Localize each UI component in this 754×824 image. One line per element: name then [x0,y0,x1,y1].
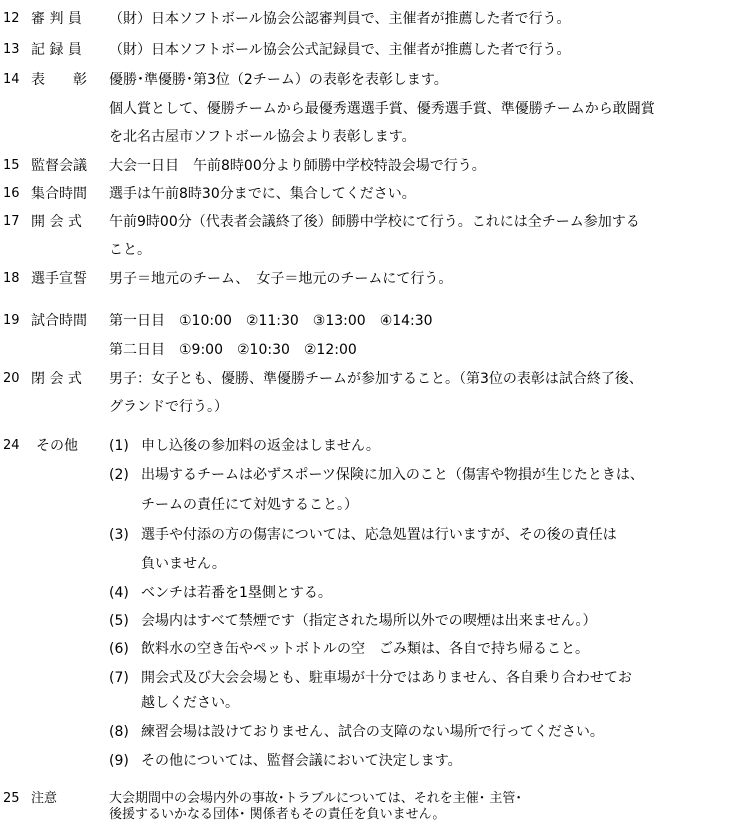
section-label: 注意 [31,791,58,806]
section-label: 審 判 員 [31,11,82,27]
section-text: 男子＝地元のチーム、 女子＝地元のチームにて行う。 [109,271,453,287]
section-number: 19 [3,313,20,328]
section-text-line: を北名古屋市ソフトボール協会より表彰します。 [109,129,416,145]
section-text: （財）日本ソフトボール協会公式記録員で、主催者が推薦した者で行う。 [109,42,571,58]
list-item-text: 越しください。 [141,695,239,711]
section-number: 12 [3,11,20,26]
section-label: 閉 会 式 [31,371,82,387]
list-item-number: (9) [109,753,129,769]
section-number: 20 [3,371,20,386]
section-number: 18 [3,271,20,286]
section-text: （財）日本ソフトボール協会公認審判員で、主催者が推薦した者で行う。 [109,11,571,27]
section-number: 25 [3,791,20,806]
list-item-text: その他については、監督会議において決定します。 [141,753,462,769]
section-text: 選手は午前8時30分までに、集合してください。 [109,186,416,202]
list-item-text: 会場内はすべて禁煙です（指定された場所以外での喫煙は出来ません。） [141,613,597,629]
section-text-line: 個人賞として、優勝チームから最優秀選選手賞、優秀選手賞、準優勝チームから敢闘賞 [109,101,655,117]
section-label: 監督会議 [31,158,87,174]
section-number: 17 [3,214,20,229]
section-label: 試合時間 [31,313,87,329]
section-text-line: 第一日目 ①10:00 ②11:30 ③13:00 ④14:30 [109,313,433,329]
list-item-number: (7) [109,670,129,686]
list-item-text: 飲料水の空き缶やペットボトルの空 ごみ類は、各自で持ち帰ること。 [141,641,589,657]
list-item-text: 負いません。 [141,556,226,572]
list-item-number: (5) [109,613,129,629]
list-item-text: 選手や付添の方の傷害については、応急処置は行いますが、その後の責任は [141,527,617,543]
list-item-text: チームの責任にて対処すること。） [141,497,358,513]
section-text-line: 第二日目 ①9:00 ②10:30 ②12:00 [109,342,357,358]
section-text: 大会一日目 午前8時00分より師勝中学校特設会場で行う。 [109,158,486,174]
list-item-number: (8) [109,724,129,740]
list-item-number: (3) [109,527,129,543]
section-number: 13 [3,42,20,57]
list-item-text: 申し込後の参加料の返金はしません。 [141,438,380,454]
section-number: 24 [3,438,20,453]
section-number: 14 [3,72,20,87]
section-text-line: 後援するいかなる団体･ 関係者もその責任を負いません。 [109,807,446,822]
section-text-line: こと。 [109,242,151,258]
list-item-number: (4) [109,585,129,601]
section-text-line: グランドで行う。） [109,399,228,415]
section-label: 選手宣誓 [31,271,87,287]
list-item-text: 練習会場は設けておりません、試合の支障のない場所で行ってください。 [141,724,604,740]
list-item-number: (2) [109,467,129,483]
list-item-text: ベンチは若番を1塁側とする。 [141,585,332,601]
section-text-line: 午前9時00分（代表者会議終了後）師勝中学校にて行う。これには全チーム参加する [109,214,640,230]
section-number: 16 [3,186,20,201]
section-label: その他 [36,438,78,454]
section-label: 開 会 式 [31,214,82,230]
section-label: 集合時間 [31,186,87,202]
section-text-line: 大会期間中の会場内外の事故･トラブルについては、それを主催･ 主管･ [109,791,522,806]
section-text-line: 男子：女子とも、優勝、準優勝チームが参加すること。（第3位の表彰は試合終了後、 [109,371,643,387]
list-item-number: (6) [109,641,129,657]
list-item-number: (1) [109,438,129,454]
section-number: 15 [3,158,20,173]
section-text-line: 優勝･準優勝･第3位（2チーム）の表彰を表彰します。 [109,72,448,88]
section-label: 表 彰 [31,72,87,88]
list-item-text: 出場するチームは必ずスポーツ保険に加入のこと（傷害や物損が生じたときは、 [141,467,644,483]
list-item-text: 開会式及び大会会場とも、駐車場が十分ではありません、各自乗り合わせてお [141,670,632,686]
section-label: 記 録 員 [31,42,82,58]
